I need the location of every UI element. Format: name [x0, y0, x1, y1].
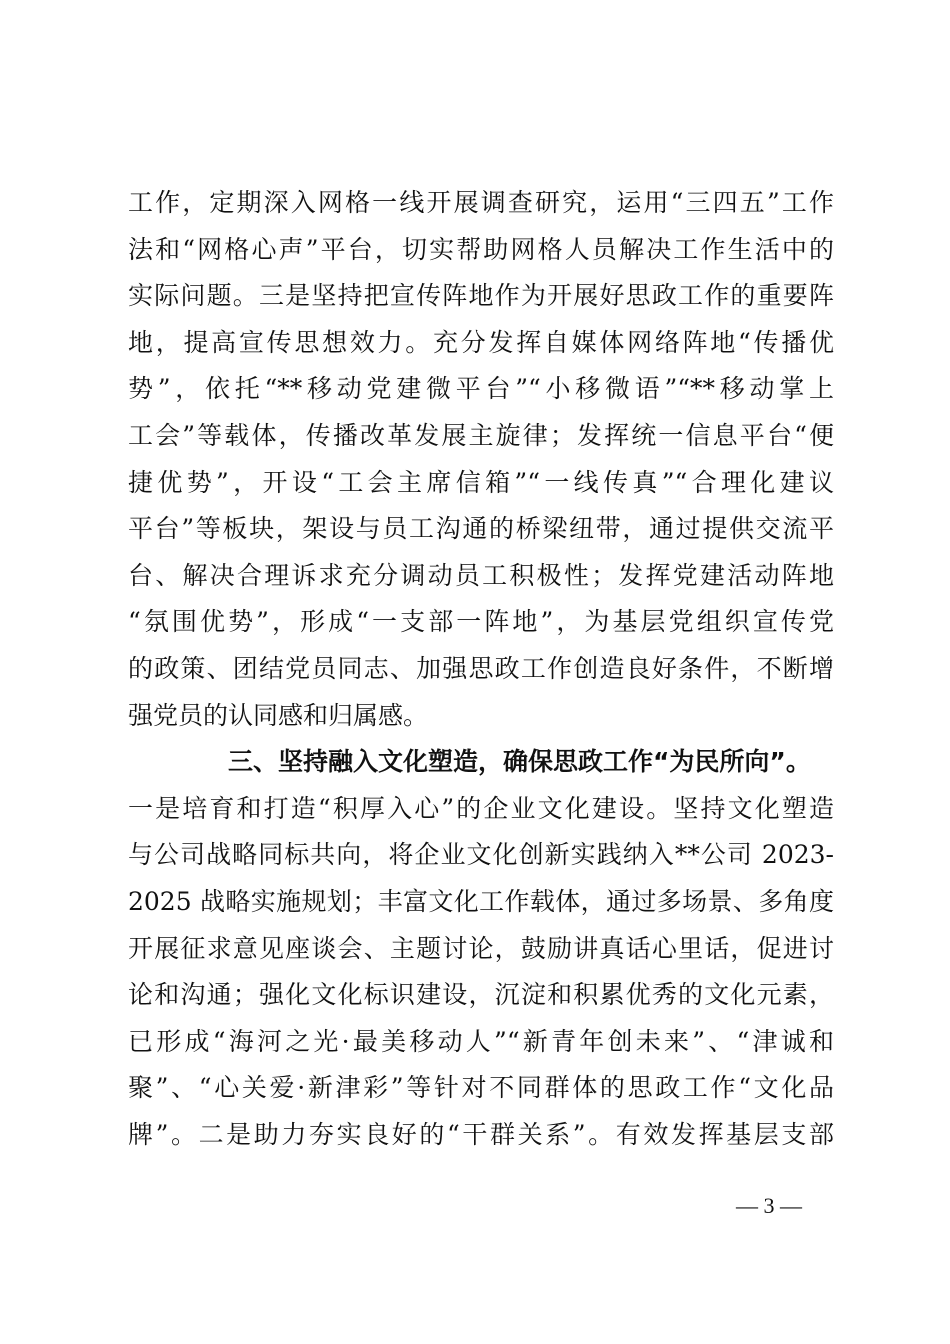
text-line: 2025 战略实施规划；丰富文化工作载体，通过多场景、多角度 [128, 886, 834, 916]
text-line: 开展征求意见座谈会、主题讨论，鼓励讲真话心里话，促进讨 [128, 933, 834, 963]
text-line: 台、解决合理诉求充分调动员工积极性；发挥党建活动阵地 [128, 560, 834, 590]
text-line: 实际问题。三是坚持把宣传阵地作为开展好思政工作的重要阵 [128, 281, 834, 311]
text-line: 地，提高宣传思想效力。充分发挥自媒体网络阵地“传播优 [128, 327, 834, 357]
body-text [128, 180, 834, 1158]
text-line: 法和“网格心声”平台，切实帮助网格人员解决工作生活中的 [128, 234, 834, 264]
text-line: 一是培育和打造“积厚入心”的企业文化建设。坚持文化塑造 [128, 793, 834, 823]
text-line: 与公司战略同标共向，将企业文化创新实践纳入**公司 2023- [128, 840, 834, 870]
text-line: 强党员的认同感和归属感。 [128, 700, 429, 730]
text-line: 工作，定期深入网格一线开展调查研究，运用“三四五”工作 [128, 188, 834, 217]
text-line: 工会”等载体，传播改革发展主旋律；发挥统一信息平台“便 [128, 420, 834, 450]
section-heading: 三、坚持融入文化塑造，确保思政工作“为民所向”。 [228, 747, 811, 777]
text-line: 论和沟通；强化文化标识建设，沉淀和积累优秀的文化元素， [128, 980, 834, 1010]
page-number: — 3 — [736, 1193, 802, 1218]
text-line: 的政策、团结党员同志、加强思政工作创造良好条件，不断增 [128, 653, 834, 683]
text-line: 已形成“海河之光·最美移动人”“新青年创未来”、“津诚和 [128, 1026, 834, 1056]
text-line: 势”，依托“**移动党建微平台”“小移微语”“**移动掌上 [128, 374, 834, 404]
text-line: 聚”、“心关爱·新津彩”等针对不同群体的思政工作“文化品 [128, 1073, 834, 1103]
text-line: “氛围优势”，形成“一支部一阵地”，为基层党组织宣传党 [128, 607, 834, 637]
text-line: 捷优势”，开设“工会主席信箱”“一线传真”“合理化建议 [128, 467, 834, 497]
text-line: 平台”等板块，架设与员工沟通的桥梁纽带，通过提供交流平 [128, 514, 834, 544]
text-line: 牌”。二是助力夯实良好的“干群关系”。有效发挥基层支部 [128, 1119, 834, 1149]
